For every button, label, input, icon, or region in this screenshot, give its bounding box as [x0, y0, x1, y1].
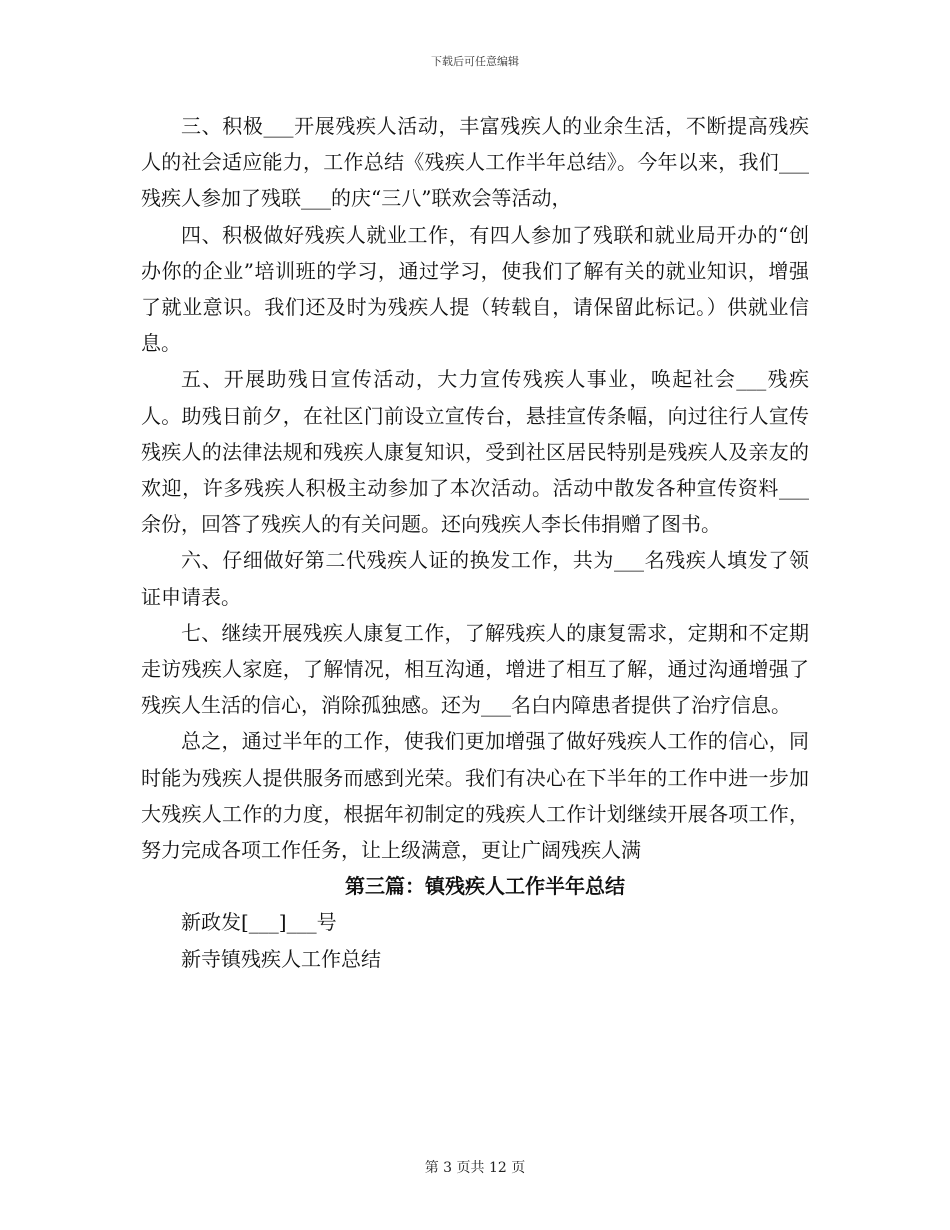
page-footer: 第 3 页共 12 页	[424, 1160, 526, 1176]
document-body	[141, 108, 809, 977]
paragraph-3: 三、积极___开展残疾人活动，丰富残疾人的业余生活，不断提高残疾人的社会适应能力，工作总结《残疾人工作半年总结》。今年以来，我们___残疾人参加了残联___的庆“三八”联欢会等活动，	[141, 114, 809, 211]
paragraph-conclusion: 总之，通过半年的工作，使我们更加增强了做好残疾人工作的信心，同时能为残疾人提供服务而感到光荣。我们有决心在下半年的工作中进一步加大残疾人工作的力度，根据年初制定的残疾人工作计划继续开展各项工作，努力完成各项工作任务，让上级满意，更让广阔残疾人满	[141, 729, 809, 863]
paragraph-4: 四、积极做好残疾人就业工作，有四人参加了残联和就业局开办的“创办你的企业”培训班的学习，通过学习，使我们了解有关的就业知识，增强了就业意识。我们还及时为残疾人提（转载自，请保留此标记。）供就业信息。	[141, 222, 809, 356]
paragraph-7: 七、继续开展残疾人康复工作，了解残疾人的康复需求，定期和不定期走访残疾人家庭，了解情况，相互沟通，增进了相互了解，通过沟通增强了残疾人生活的信心，消除孤独感。还为___名白内障患者提供了治疗信息。	[141, 620, 809, 718]
document-number-line: 新政发[___]___号	[181, 910, 337, 935]
paragraph-6: 六、仔细做好第二代残疾人证的换发工作，共为___名残疾人填发了领证申请表。	[141, 548, 809, 609]
page-header: 下载后可任意编辑	[431, 55, 519, 68]
document-subtitle-line: 新寺镇残疾人工作总结	[181, 946, 381, 971]
paragraph-5: 五、开展助残日宣传活动，大力宣传残疾人事业，唤起社会___残疾人。助残日前夕，在社区门前设立宣传台，悬挂宣传条幅，向过往行人宣传残疾人的法律法规和残疾人康复知识，受到社区居民特别是残疾人及亲友的欢迎，许多残疾人积极主动参加了本次活动。活动中散发各种宣传资料___余份，回答了残疾人的有关问题。还向残疾人李长伟捐赠了图书。	[141, 367, 809, 537]
section-title: 第三篇：镇残疾人工作半年总结	[345, 874, 625, 899]
